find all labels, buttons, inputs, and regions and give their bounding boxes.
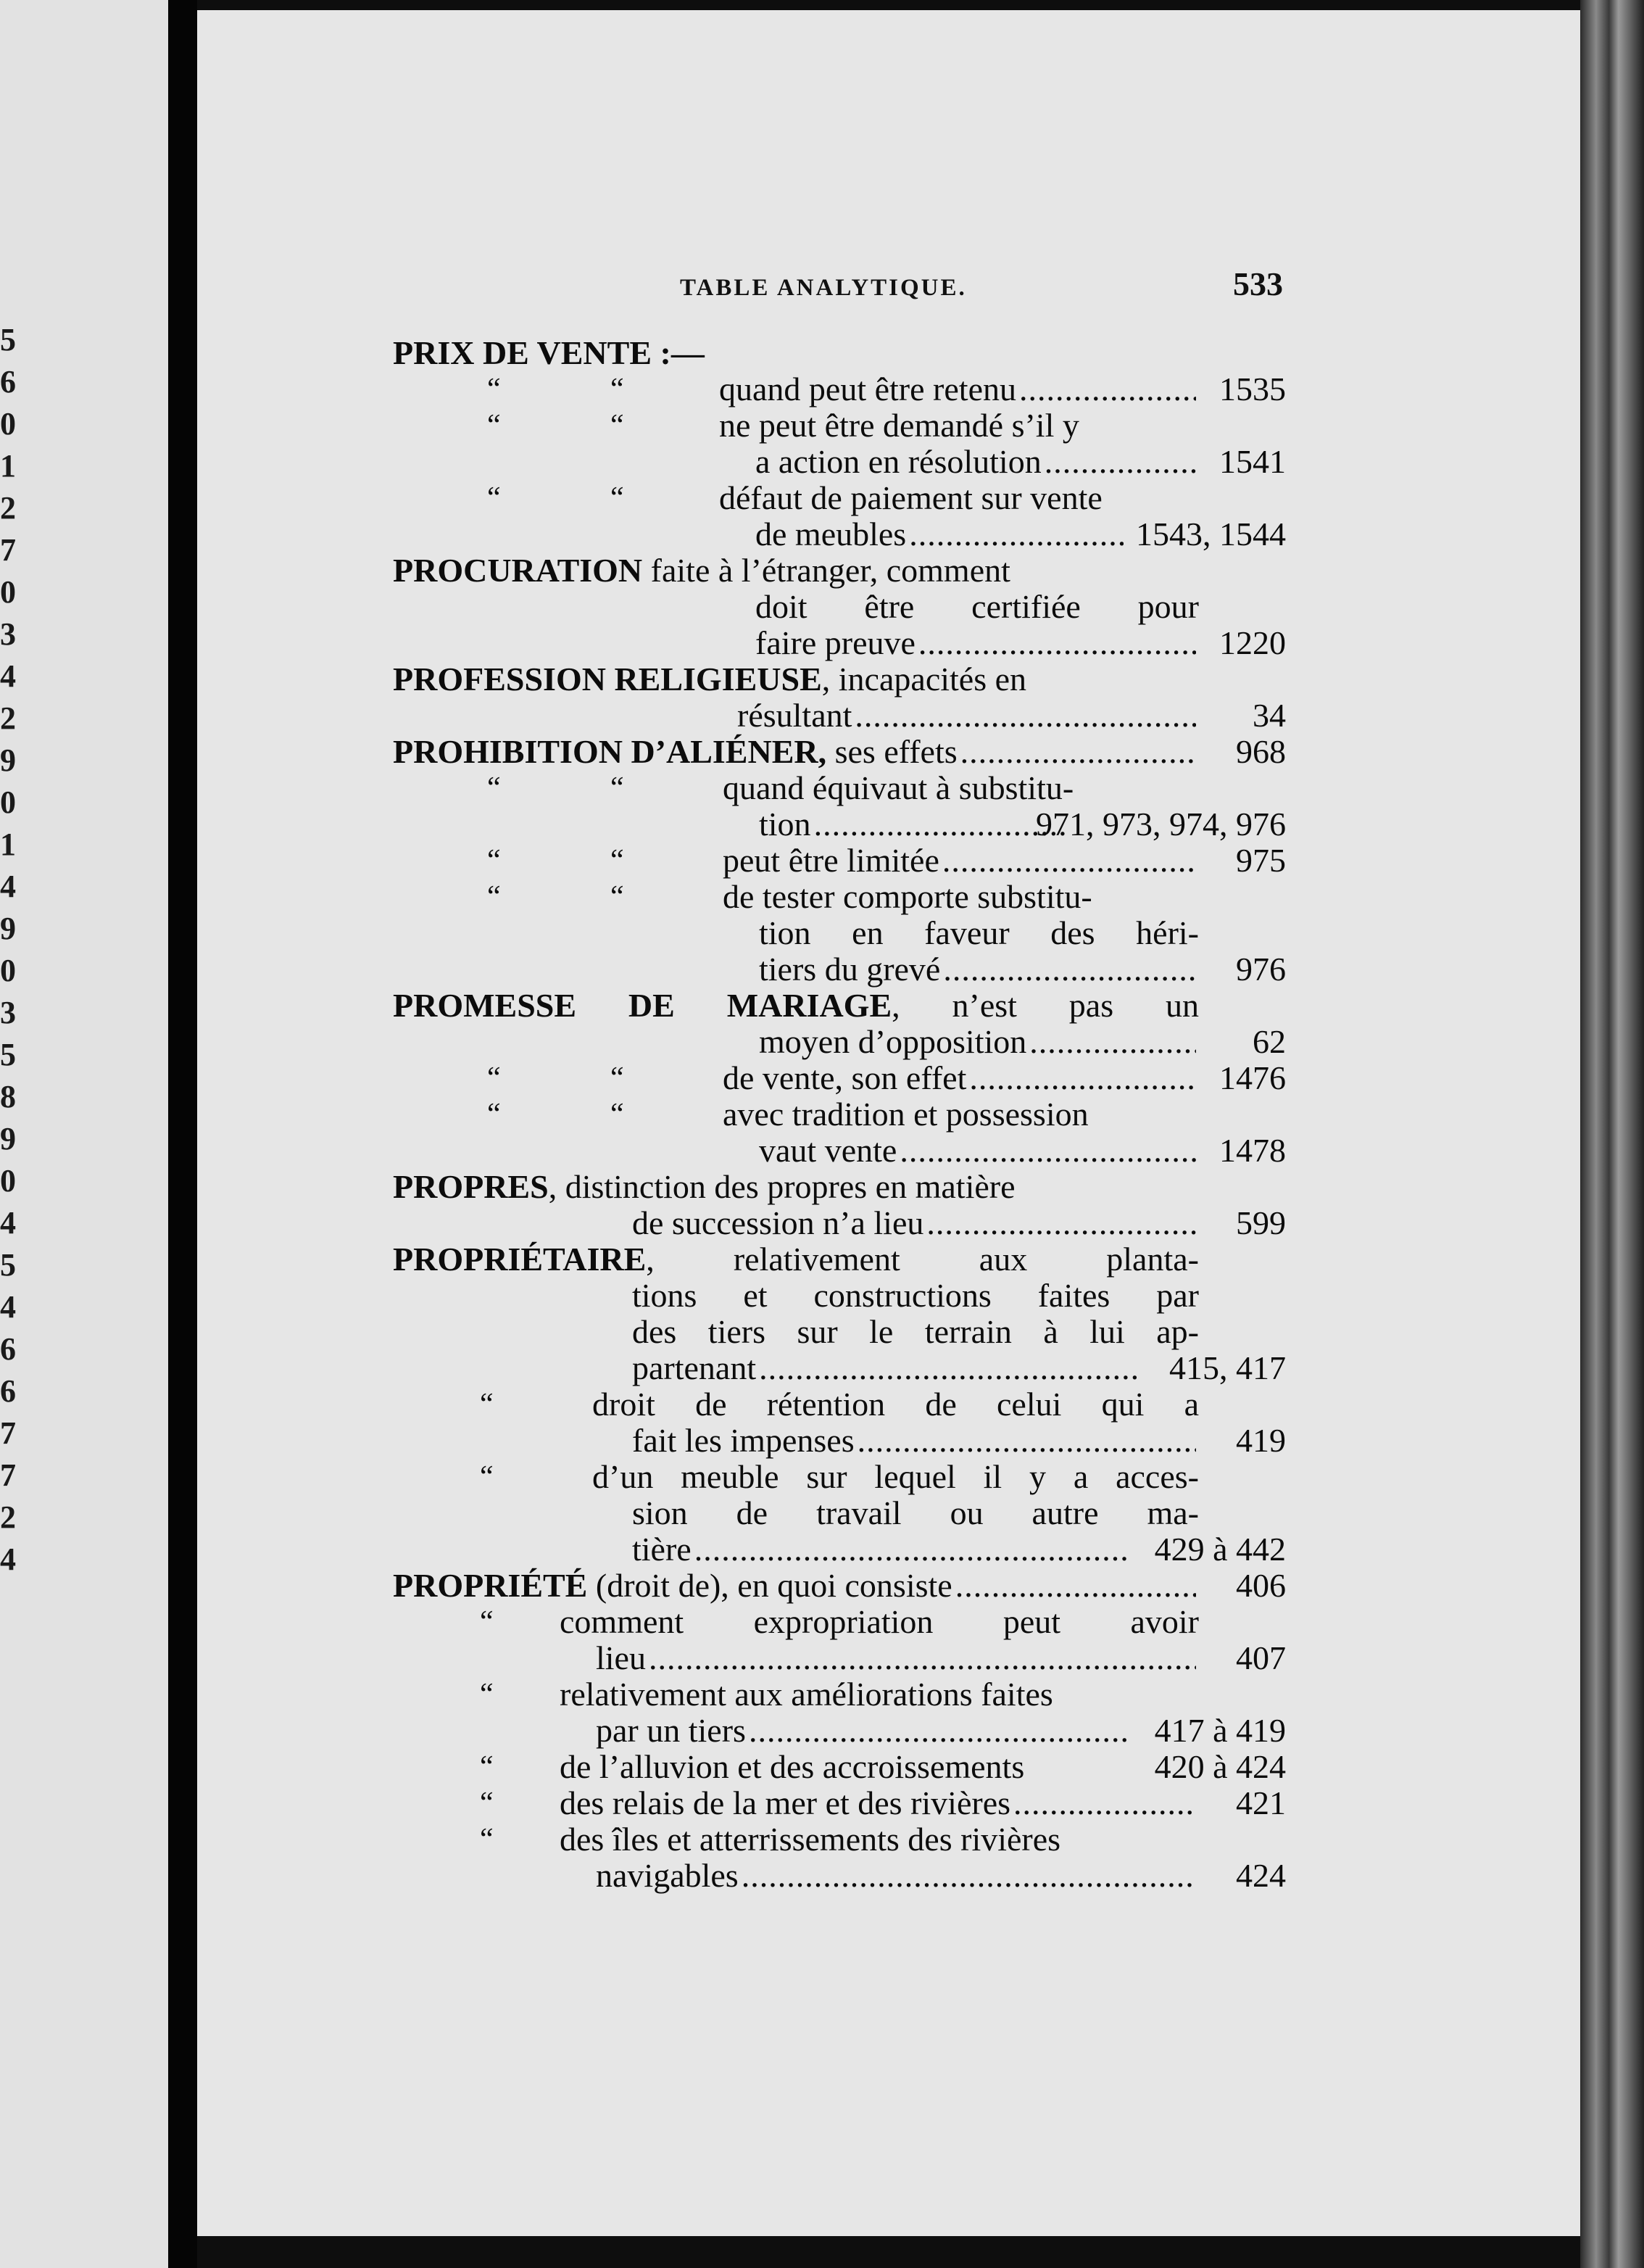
entry-text: des relais de la mer et des rivières [560, 1784, 1011, 1821]
entry-text: de meubles [755, 516, 907, 552]
fragment-char: 6 [0, 1331, 16, 1367]
entry-text: de vente, son effet [723, 1059, 967, 1096]
entry-reference: 406 [1236, 1567, 1286, 1604]
fragment-char: 9 [0, 742, 16, 778]
index-line [393, 1350, 1286, 1386]
index-line [393, 589, 1286, 625]
index-line [393, 806, 1286, 843]
entry-text: d’un meuble sur lequel il y a acces- [592, 1458, 1199, 1495]
dot-leader [1013, 1785, 1196, 1821]
ditto-mark: “ [487, 373, 501, 406]
index-line [393, 371, 1286, 407]
entry-text: de succession n’a lieu [632, 1204, 924, 1241]
entry-reference: 424 [1236, 1857, 1286, 1894]
entry-text: PROFESSION RELIGIEUSE, incapacités en [393, 661, 1027, 698]
index-line [393, 770, 1286, 806]
entry-reference: 968 [1236, 733, 1286, 770]
index-line [393, 1495, 1286, 1531]
fragment-char: 4 [0, 658, 16, 694]
index-line [393, 1459, 1286, 1495]
entry-text: avec tradition et possession [723, 1096, 1089, 1133]
index-line [393, 1278, 1286, 1314]
entry-text: PROCURATION faite à l’étranger, comment [393, 552, 1010, 589]
entry-text: ne peut être demandé s’il y [719, 407, 1079, 444]
index-line [393, 1169, 1286, 1205]
entry-text: PROMESSE DE MARIAGE, n’est pas un [393, 987, 1199, 1024]
entry-reference: 1541 [1219, 443, 1286, 480]
dot-leader [694, 1531, 1131, 1568]
entry-text: tion en faveur des héri- [759, 914, 1199, 951]
ditto-mark: “ [487, 844, 501, 877]
entry-text: PROPRIÉTÉ (droit de), en quoi consiste [393, 1567, 952, 1604]
dot-leader [1045, 444, 1196, 480]
entry-text: sion de travail ou autre ma- [632, 1494, 1199, 1531]
fragment-char: 6 [0, 1373, 16, 1409]
entry-text: quand équivaut à substitu- [723, 769, 1074, 806]
index-line [393, 1060, 1286, 1096]
ditto-mark: “ [480, 1787, 494, 1820]
entry-text: des îles et atterrissements des rivières [560, 1821, 1061, 1858]
entry-reference: 599 [1236, 1204, 1286, 1241]
fragment-char: 9 [0, 911, 16, 946]
fragment-char: 5 [0, 1037, 16, 1072]
index-line [393, 1133, 1286, 1169]
ditto-mark: “ [487, 1098, 501, 1131]
entry-text: défaut de paiement sur vente [719, 479, 1103, 516]
index-line [393, 1604, 1286, 1640]
ditto-mark: “ [480, 1678, 494, 1711]
entry-reference: 975 [1236, 842, 1286, 879]
entry-text: faire preuve [755, 624, 916, 661]
entry-text: de l’alluvion et des accroissements [560, 1748, 1025, 1785]
page-number: 533 [1233, 265, 1283, 302]
fragment-char: 0 [0, 953, 16, 988]
entry-text: PRIX DE VENTE :— [393, 334, 705, 371]
index-line [393, 1785, 1286, 1821]
entry-reference: 62 [1253, 1023, 1286, 1060]
entry-text: PROHIBITION D’ALIÉNER, ses effets [393, 733, 958, 770]
entry-text: a action en résolution [755, 443, 1042, 480]
entry-reference: 976 [1236, 951, 1286, 988]
index-line [393, 516, 1286, 552]
index-line [393, 444, 1286, 480]
fragment-char: 3 [0, 995, 16, 1030]
index-line [393, 1676, 1286, 1713]
entry-text: peut être limitée [723, 842, 939, 879]
ditto-mark: “ [610, 1098, 624, 1131]
ditto-mark: “ [610, 1061, 624, 1095]
dot-leader [742, 1858, 1196, 1894]
index-entries [393, 335, 1286, 1894]
fragment-char: 8 [0, 1079, 16, 1114]
entry-text: navigables [596, 1857, 739, 1894]
fragment-char: 0 [0, 1163, 16, 1199]
page-edge [1580, 0, 1644, 2268]
entry-text: PROPRIÉTAIRE, relativement aux planta- [393, 1241, 1199, 1278]
entry-text: partenant [632, 1349, 757, 1386]
dot-leader [960, 734, 1196, 770]
fragment-char: 5 [0, 1247, 16, 1283]
ditto-mark: “ [480, 1750, 494, 1784]
dot-leader [1019, 371, 1196, 407]
dot-leader [858, 1423, 1196, 1459]
index-line [393, 1423, 1286, 1459]
index-line [393, 625, 1286, 661]
ditto-mark: “ [480, 1388, 494, 1421]
entry-reference: 1543, 1544 [1136, 516, 1286, 552]
entry-text: PROPRES, distinction des propres en matière [393, 1168, 1016, 1205]
dot-leader [969, 1060, 1196, 1096]
index-line [393, 1713, 1286, 1749]
fragment-char: 4 [0, 1205, 16, 1241]
index-line [393, 407, 1286, 444]
entry-reference: 1535 [1219, 371, 1286, 407]
index-line [393, 1531, 1286, 1568]
index-line [393, 879, 1286, 915]
dot-leader [814, 806, 1066, 843]
ditto-mark: “ [487, 409, 501, 442]
dot-leader [942, 843, 1196, 879]
ditto-mark: “ [610, 771, 624, 805]
dot-leader [955, 1568, 1196, 1604]
index-line [393, 1314, 1286, 1350]
fragment-char: 0 [0, 406, 16, 442]
index-line [393, 1096, 1286, 1133]
entry-text: droit de rétention de celui qui a [592, 1386, 1199, 1423]
index-line [393, 552, 1286, 589]
entry-reference: 34 [1253, 697, 1286, 734]
ditto-mark: “ [610, 373, 624, 406]
fragment-char: 7 [0, 1415, 16, 1451]
index-line [393, 951, 1286, 988]
page-header [196, 265, 1283, 315]
entry-text: lieu [596, 1639, 646, 1676]
entry-reference: 419 [1236, 1422, 1286, 1459]
index-line [393, 480, 1286, 516]
ditto-mark: “ [610, 481, 624, 515]
entry-text: moyen d’opposition [759, 1023, 1027, 1060]
dot-leader [926, 1205, 1196, 1241]
index-line [393, 734, 1286, 770]
fragment-char: 2 [0, 700, 16, 736]
index-line [393, 843, 1286, 879]
dot-leader [749, 1713, 1131, 1749]
entry-text: quand peut être retenu [719, 371, 1016, 407]
entry-text: des tiers sur le terrain à lui ap- [632, 1313, 1199, 1350]
entry-text: fait les impenses [632, 1422, 855, 1459]
ditto-mark: “ [480, 1823, 494, 1856]
ditto-mark: “ [480, 1605, 494, 1639]
entry-reference: 417 à 419 [1154, 1712, 1286, 1749]
index-line [393, 1205, 1286, 1241]
fragment-char: 1 [0, 827, 16, 862]
fragment-char: 1 [0, 448, 16, 484]
fragment-char: 4 [0, 1289, 16, 1325]
index-line [393, 1749, 1286, 1785]
index-line [393, 1568, 1286, 1604]
fragment-char: 5 [0, 322, 16, 357]
entry-text: tion [759, 806, 811, 843]
ditto-mark: “ [487, 1061, 501, 1095]
index-line [393, 661, 1286, 698]
fragment-char: 4 [0, 1541, 16, 1577]
dot-leader [900, 1133, 1196, 1169]
dot-leader [909, 516, 1124, 552]
fragment-char: 0 [0, 785, 16, 820]
index-line [393, 335, 1286, 371]
entry-text: comment expropriation peut avoir [560, 1603, 1199, 1640]
entry-reference: 1478 [1219, 1132, 1286, 1169]
dot-leader [943, 951, 1196, 988]
entry-reference: 415, 417 [1169, 1349, 1286, 1386]
entry-reference: 429 à 442 [1154, 1531, 1286, 1568]
index-line [393, 698, 1286, 734]
entry-text: vaut vente [759, 1132, 897, 1169]
dot-leader [1029, 1024, 1196, 1060]
index-line [393, 988, 1286, 1024]
index-line [393, 1858, 1286, 1894]
index-line [393, 1821, 1286, 1858]
ditto-mark: “ [487, 481, 501, 515]
entry-reference: 1476 [1219, 1059, 1286, 1096]
entry-reference: 407 [1236, 1639, 1286, 1676]
index-line [393, 915, 1286, 951]
index-line [393, 1640, 1286, 1676]
index-line [393, 1241, 1286, 1278]
index-line [393, 1386, 1286, 1423]
dot-leader [759, 1350, 1138, 1386]
fragment-char: 6 [0, 364, 16, 400]
book-gutter [168, 0, 197, 2268]
fragment-char: 3 [0, 616, 16, 652]
entry-text: résultant [737, 697, 852, 734]
fragment-char: 7 [0, 1457, 16, 1493]
entry-text: doit être certifiée pour [755, 588, 1199, 625]
entry-text: tière [632, 1531, 692, 1568]
fragment-char: 2 [0, 490, 16, 526]
fragment-char: 2 [0, 1499, 16, 1535]
entry-reference: 971, 973, 974, 976 [1036, 806, 1286, 843]
dot-leader [855, 698, 1196, 734]
ditto-mark: “ [487, 880, 501, 914]
entry-text: par un tiers [596, 1712, 746, 1749]
dot-leader [918, 625, 1196, 661]
running-title: TABLE ANALYTIQUE. [680, 275, 967, 301]
index-line [393, 1024, 1286, 1060]
ditto-mark: “ [610, 880, 624, 914]
dot-leader [649, 1640, 1196, 1676]
entry-text: de tester comporte substitu- [723, 878, 1092, 915]
entry-reference: 420 à 424 [1154, 1748, 1286, 1785]
fragment-char: 7 [0, 532, 16, 568]
entry-reference: 421 [1236, 1784, 1286, 1821]
fragment-char: 4 [0, 869, 16, 904]
ditto-mark: “ [610, 844, 624, 877]
fragment-char: 9 [0, 1121, 16, 1156]
entry-text: tions et constructions faites par [632, 1277, 1199, 1314]
facing-page-fragments [0, 319, 14, 1581]
ditto-mark: “ [487, 771, 501, 805]
ditto-mark: “ [480, 1460, 494, 1494]
fragment-char: 0 [0, 574, 16, 610]
entry-reference: 1220 [1219, 624, 1286, 661]
facing-page [0, 0, 168, 2268]
entry-text: relativement aux améliorations faites [560, 1676, 1053, 1713]
entry-text: tiers du grevé [759, 951, 941, 988]
ditto-mark: “ [610, 409, 624, 442]
